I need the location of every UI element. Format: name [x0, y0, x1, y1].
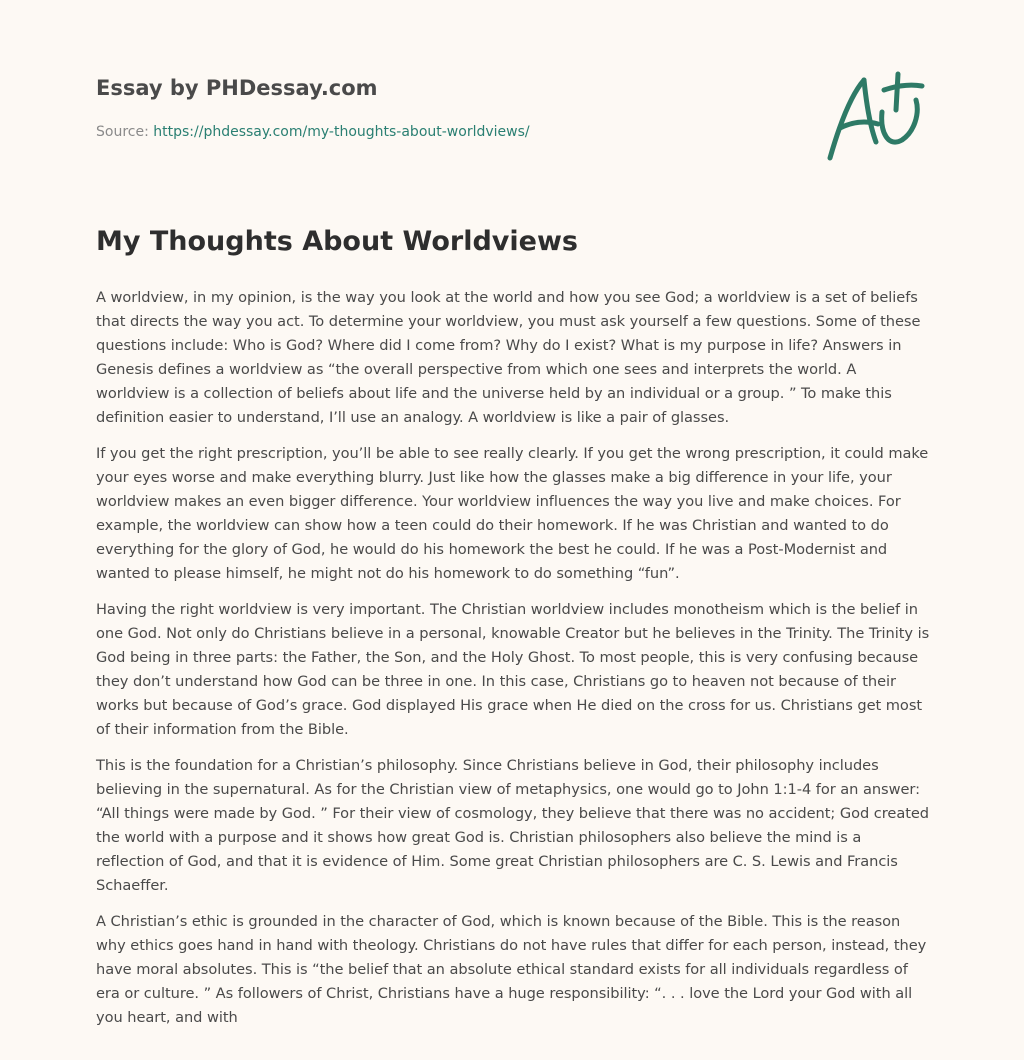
source-label: Source:: [96, 124, 149, 140]
site-header-title: Essay by PHDessay.com: [96, 76, 378, 100]
essay-paragraph: A Christian’s ethic is grounded in the character of God, which is known because of the Bible. This is the reason why ethics goes hand in hand with theology. Christians do not have rules that differ for each person, instead, they have moral absolutes. This is “the belief that an absolute ethical standard exists for all individuals regardless of era or culture. ” As followers of Christ, Christians have a huge responsibility: “. . . love the Lord your God with all you heart, and with: [96, 913, 927, 1026]
essay-paragraph: Having the right worldview is very important. The Christian worldview includes monotheism which is the belief in one God. Not only do Christians believe in a personal, knowable Creator but he believes in the Trinity. The Trinity is God being in three parts: the Father, the Son, and the Holy Ghost. To most people, this is very confusing because they don’t understand how God can be three in one. In this case, Christians go to heaven not because of their works but because of God’s grace. God displayed His grace when He died on the cross for us. Christians get most of their information from the Bible.: [96, 601, 930, 738]
a-plus-logo-icon: [826, 70, 926, 164]
essay-paragraph: This is the foundation for a Christian’s philosophy. Since Christians believe in God, their philosophy includes believing in the supernatural. As for the Christian view of metaphysics, one would go to John 1:1-4 for an answer: “All things were made by God. ” For their view of cosmology, they believe that there was no accident; God created the world with a purpose and it shows how great God is. Christian philosophers also believe the mind is a reflection of God, and that it is evidence of Him. Some great Christian philosophers are C. S. Lewis and Francis Schaeffer.: [96, 757, 930, 894]
essay-paragraph: If you get the right prescription, you’ll be able to see really clearly. If you get the wrong prescription, it could make your eyes worse and make everything blurry. Just like how the glasses make a big difference in your life, your worldview makes an even bigger difference. Your worldview influences the way you live and make choices. For example, the worldview can show how a teen could do their homework. If he was Christian and wanted to do everything for the glory of God, he would do his homework the best he could. If he was a Post-Modernist and wanted to please himself, he might not do his homework to do something “fun”.: [96, 445, 929, 582]
essay-paragraph: A worldview, in my opinion, is the way you look at the world and how you see God; a worldview is a set of beliefs that directs the way you act. To determine your worldview, you must ask yourself a few questions. Some of these questions include: Who is God? Where did I come from? Why do I exist? What is my purpose in life? Answers in Genesis defines a worldview as “the overall perspective from which one sees and interprets the world. A worldview is a collection of beliefs about life and the universe held by an individual or a group. ” To make this definition easier to understand, I’ll use an analogy. A worldview is like a pair of glasses.: [96, 289, 921, 426]
essay-body: [96, 286, 930, 1042]
source-line: [96, 124, 530, 140]
essay-title: My Thoughts About Worldviews: [96, 226, 578, 257]
source-link[interactable]: https://phdessay.com/my-thoughts-about-worldviews/: [153, 124, 530, 140]
